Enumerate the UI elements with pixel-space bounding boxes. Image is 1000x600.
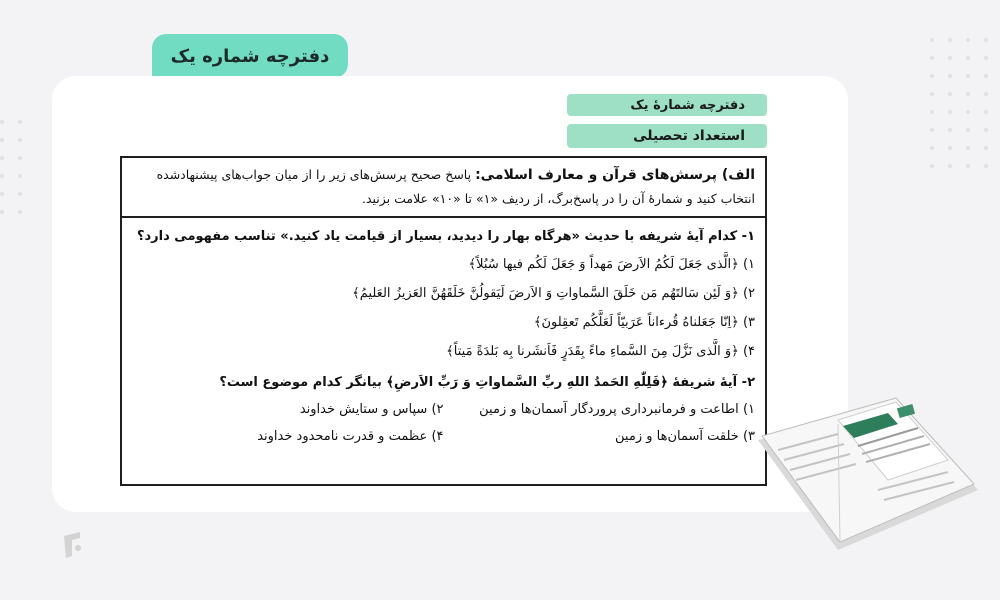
question-2-option-4[interactable]	[132, 423, 444, 450]
decorative-dot	[984, 164, 988, 168]
subject-label	[567, 124, 767, 148]
option-text: ﴿وَ لَئِن سَالتَهُم مَن خَلَقَ السَّماواتِ وَ الاَرضَ لَیَقولُنَّ خَلَقَهُنَّ العَزیزُ العَلیمُ﴾	[352, 286, 739, 301]
decorative-dot	[984, 146, 988, 150]
subject-label-text: استعداد تحصیلی	[633, 128, 745, 144]
dot-pattern-top-right	[930, 38, 990, 188]
decorative-dot	[930, 38, 934, 42]
decorative-dot	[966, 110, 970, 114]
option-text: ﴿وَ الَّذی نَزَّلَ مِنَ السَّماءِ ماءً بِقَدَرٍ فَاَنشَرنا بِه بَلدَةً مَیتاً﴾	[446, 344, 739, 359]
decorative-dot	[0, 210, 4, 214]
option-text: ﴿الَّذی جَعَلَ لَکُمُ الاَرضَ مَهداً وَ جَعَلَ لَکُم فیها سُبُلاً﴾	[468, 257, 739, 272]
option-number: ۱)	[742, 257, 755, 272]
decorative-dot	[948, 146, 952, 150]
instruction-text: پاسخ صحیح پرسش‌های زیر را از میان جواب‌های پیشنهادشده انتخاب کنید و شمارهٔ آن را در پاسخ‌برگ، از ردیف «۱» تا «۱۰» علامت بزنید.	[156, 167, 755, 206]
decorative-dot	[984, 56, 988, 60]
option-text: سپاس و ستایش خداوند	[299, 402, 428, 417]
option-text: خلقت آسمان‌ها و زمین	[615, 429, 739, 444]
decorative-dot	[930, 164, 934, 168]
decorative-dot	[18, 192, 22, 196]
decorative-dot	[948, 56, 952, 60]
decorative-dot	[966, 164, 970, 168]
dot-pattern-left	[0, 120, 40, 240]
decorative-dot	[984, 110, 988, 114]
question-2-title: ۲- آیهٔ شریفهٔ ﴿فَلِلّٰهِ الحَمدُ اللهِ ربِّ السَّماواتِ وَ رَبِّ الاَرضِ﴾ بیانگر کدام موضوع است؟	[219, 375, 755, 390]
decorative-dot	[948, 110, 952, 114]
decorative-dot	[948, 164, 952, 168]
decorative-dot	[984, 92, 988, 96]
decorative-dot	[984, 128, 988, 132]
decorative-dot	[18, 120, 22, 124]
booklet-label	[567, 94, 767, 116]
option-number: ۳)	[742, 315, 755, 330]
question-box	[120, 156, 767, 486]
question-2-option-2[interactable]	[132, 396, 444, 423]
decorative-dot	[966, 146, 970, 150]
decorative-dot	[18, 138, 22, 142]
decorative-dot	[948, 128, 952, 132]
option-text: عظمت و قدرت نامحدود خداوند	[257, 429, 428, 444]
decorative-dot	[948, 74, 952, 78]
decorative-dot	[18, 210, 22, 214]
question-1-option-4[interactable]	[132, 337, 755, 366]
decorative-dot	[930, 56, 934, 60]
decorative-dot	[18, 156, 22, 160]
option-number: ۳)	[742, 429, 755, 444]
option-text: اطاعت و فرمانبرداری پروردگار آسمان‌ها و زمین	[479, 402, 739, 417]
decorative-dot	[0, 156, 4, 160]
decorative-dot	[984, 38, 988, 42]
decorative-dot	[930, 128, 934, 132]
instruction	[122, 158, 765, 218]
decorative-dot	[0, 192, 4, 196]
decorative-dot	[0, 138, 4, 142]
option-number: ۴)	[431, 429, 444, 444]
question-2	[122, 370, 765, 450]
decorative-dot	[0, 174, 4, 178]
question-1-option-1[interactable]	[132, 250, 755, 279]
decorative-dot	[966, 38, 970, 42]
option-number: ۴)	[742, 344, 755, 359]
option-number: ۱)	[742, 402, 755, 417]
question-1-title: ۱- کدام آیهٔ شریفه با حدیث «هرگاه بهار را دیدید، بسیار از قیامت یاد کنید.» تناسب مفهومی دارد؟	[136, 229, 755, 244]
question-1-option-2[interactable]	[132, 279, 755, 308]
decorative-dot	[948, 92, 952, 96]
decorative-dot	[930, 74, 934, 78]
decorative-dot	[966, 128, 970, 132]
question-2-option-1[interactable]	[444, 396, 756, 423]
brand-logo-icon	[58, 528, 88, 568]
booklet-tab-label: دفترچه شماره یک	[170, 45, 330, 67]
decorative-dot	[948, 38, 952, 42]
decorative-dot	[984, 74, 988, 78]
decorative-dot	[930, 92, 934, 96]
question-1-option-3[interactable]	[132, 308, 755, 337]
question-2-option-3[interactable]	[444, 423, 756, 450]
instruction-title: الف) پرسش‌های قرآن و معارف اسلامی:	[475, 167, 755, 183]
decorative-dot	[930, 110, 934, 114]
booklet-label-text: دفترچه شمارهٔ یک	[630, 97, 745, 113]
decorative-dot	[966, 92, 970, 96]
booklet-tab	[152, 34, 348, 78]
option-text: ﴿اِنّا جَعَلناهُ قُرءاناً عَرَبیّاً لَعَلَّکُم تَعقِلونَ﴾	[533, 315, 739, 330]
option-number: ۲)	[742, 286, 755, 301]
decorative-dot	[966, 74, 970, 78]
decorative-dot	[18, 174, 22, 178]
option-number: ۲)	[431, 402, 444, 417]
decorative-dot	[966, 56, 970, 60]
decorative-dot	[0, 120, 4, 124]
decorative-dot	[930, 146, 934, 150]
question-1	[122, 224, 765, 366]
booklet-image	[748, 380, 984, 555]
